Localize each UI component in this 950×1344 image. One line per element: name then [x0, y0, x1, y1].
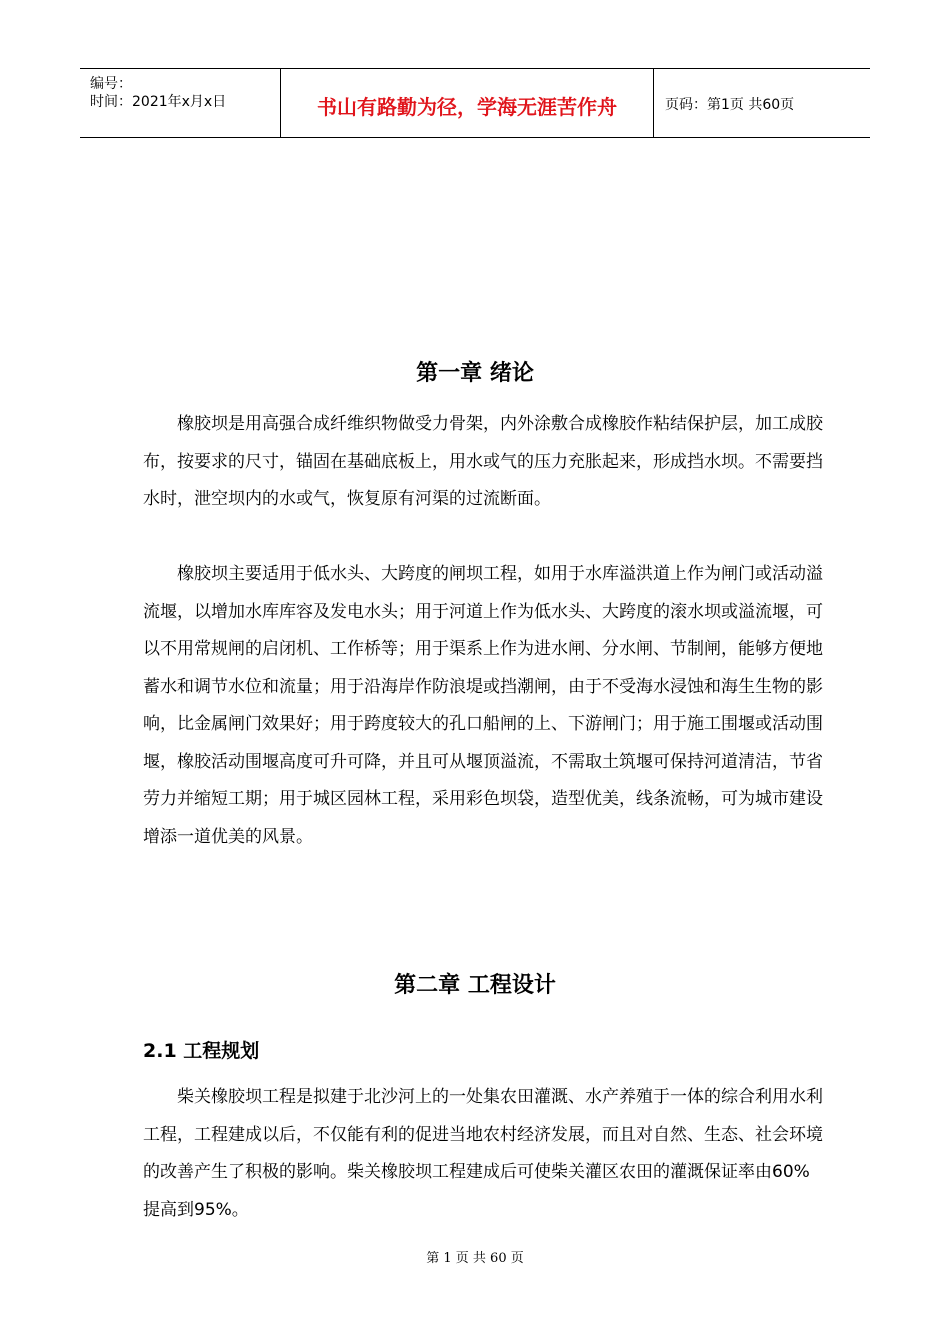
header-left-cell — [80, 69, 280, 137]
chapter-2-paragraph-1: 柴关橡胶坝工程是拟建于北沙河上的一处集农田灌溉、水产养殖于一体的综合利用水利工程，工程建成以后，不仅能有利的促进当地农村经济发展，而且对自然、生态、社会环境的改善产生了积极的影响。柴关橡胶坝工程建成后可使柴关灌区农田的灌溉保证率由60%提高到95%。 — [143, 1087, 823, 1220]
document-date-label: 时间：2021年x月x日 — [90, 94, 227, 110]
chapter-1-paragraph-2: 橡胶坝主要适用于低水头、大跨度的闸坝工程，如用于水库溢洪道上作为闸门或活动溢流堰，以增加水库库容及发电水头；用于河道上作为低水头、大跨度的滚水坝或溢流堰，可以不用常规闸的启闭机、工作桥等；用于渠系上作为进水闸、分水闸、节制闸，能够方便地 蓄水和调节水位和流量；用于沿海岸作防浪堤或挡潮闸，由于不受海水浸蚀和海生生物的影 响，比金属闸门效果好；用于跨度较大的孔口船闸的上、下游闸门；用于施工围堰或活动围 堰，橡胶活动围堰高度可升可降，并且可从堰顶溢流，不需取土筑堰可保持河道清洁，节省 劳力并缩短工期；用于城区园林工程，采用彩色坝袋，造型优美，线条流畅，可为城市建设 增添一道优美的风景。 — [143, 564, 823, 847]
chapter-1-paragraph-1: 橡胶坝是用高强合成纤维织物做受力骨架，内外涂敷合成橡胶作粘结保护层，加工成胶布，按要求的尺寸，锚固在基础底板上，用水或气的压力充胀起来，形成挡水坝。不需要挡水时，泄空坝内的水或气，恢复原有河渠的过流断面。 — [143, 414, 823, 509]
header-middle-cell — [280, 69, 654, 137]
section-2-1-title: 2.1 工程规划 — [143, 1040, 260, 1062]
header-right-cell — [653, 69, 870, 137]
page-footer: 第 1 页 共 60 页 — [426, 1251, 524, 1266]
document-header — [80, 68, 870, 138]
document-number-label: 编号： — [90, 76, 132, 92]
header-motto: 书山有路勤为径，学海无涯苦作舟 — [317, 95, 617, 119]
chapter-1-title: 第一章 绪论 — [416, 361, 534, 386]
header-page-info: 页码：第1页 共60页 — [665, 97, 795, 113]
chapter-2-title: 第二章 工程设计 — [394, 973, 556, 998]
